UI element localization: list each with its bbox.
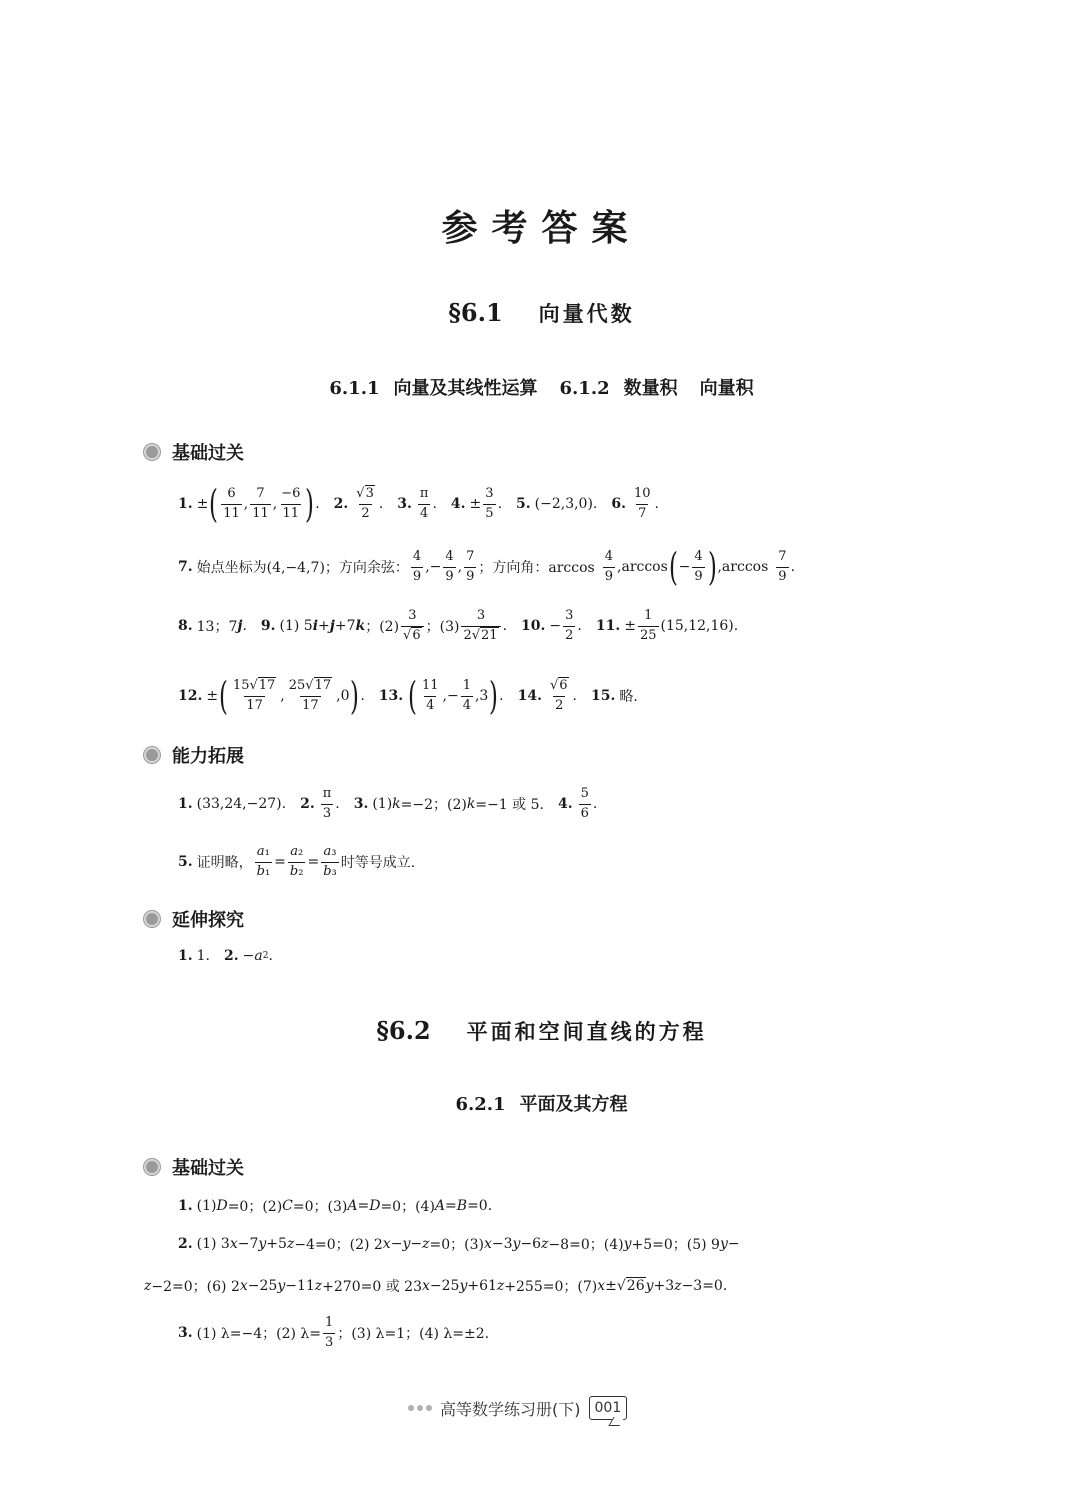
page-title: 参考答案 [441,208,642,249]
subsection-number: 6.2.1 [455,1094,506,1115]
bullet-icon [144,911,160,927]
subsection-name: 数量积 [623,378,678,399]
answer-line: 2. (1) 3 x −7 y +5 z −4=0；(2) 2 x − y − z =0；(3) x −3 y −6 z −8=0；(4) y +5=0；(5) 9 y − [178,1236,740,1253]
category-heading-basic: 基础过关 [144,1154,244,1180]
subsection-heading-6-1-1 [0,374,1083,400]
subsection-name: 向量积 [699,378,754,399]
page-footer [408,1396,627,1420]
answer-line: 3. (1) λ=−4；(2) λ= $\frac{1}{3}$ ；(3) λ=1；(4) λ=±2. [178,1315,490,1350]
section-name: 向量代数 [538,302,635,326]
section-heading-6-1 [0,298,1083,328]
category-heading-extend: 延伸探究 [144,906,244,932]
book-title: 高等数学练习册(下) [440,1399,581,1419]
category-heading-basic: 基础过关 [144,439,244,465]
bullet-icon [144,1159,160,1175]
bullet-icon [144,444,160,460]
answer-line: 1. ± ( $\frac{6}{11}$ , $\frac{7}{11}$ , $\frac{-6}{11}$ ) . 2. $\frac{√3}{2}$ . 3. $\frac{\pi}{4}$ . 4. ± $\frac{3}{5}$ . 5. (−2,3,0). 6. $\frac{10}{7}$ . [178,482,659,526]
page-number: 001 [589,1396,628,1420]
subsection-number: 6.1.1 [329,378,380,399]
subsection-heading-6-2-1 [0,1090,1083,1116]
section-name: 平面和空间直线的方程 [466,1020,707,1044]
answer-line: z −2=0；(6) 2 x −25 y −11 z +270=0 或 23 x −25 y +61 z +255=0；(7) x ±√ 26 y +3 z −3=0. [144,1278,728,1295]
answer-line: 5. 证明略， $\frac{\text{a₁}}{\text{b₁}}$ = $\frac{\text{a₂}}{\text{b₂}}$ = $\frac{\text{a₃}}{\text{b₃}}$ 时等号成立. [178,844,416,879]
subsection-name: 向量及其线性运算 [393,378,538,399]
answer-line: 1. (1) D =0；(2) C =0；(3) A = D =0；(4) A = B =0. [178,1198,493,1215]
subsection-number: 6.1.2 [559,378,610,399]
answer-line: 1. 1. 2. − a 2 . [178,948,273,964]
answer-line: 8. 13；7 j . 9. (1) 5 i + j +7 k ；(2) $\frac{3}{√6}$ ；(3) $\frac{3}{2√21}$ . 10. − $\frac{3}{2}$ . 11. ± $\frac{1}{25}$ (15,12,16). [178,608,739,643]
section-number: §6.1 [448,298,503,327]
subsection-name: 平面及其方程 [519,1094,628,1115]
section-number: §6.2 [376,1016,431,1045]
category-heading-ability: 能力拓展 [144,742,244,768]
answer-line: 12. ± ( $\frac{15√17}{17}$ , $\frac{25√17}{17}$ ,0 ) . 13. ( $\frac{11}{4}$ ,− $\frac{1}{4}$ ,3 ) . 14. $\frac{√6}{2}$ . 15. 略. [178,674,638,718]
dots-icon [408,1405,432,1411]
bullet-icon [144,747,160,763]
section-heading-6-2 [0,1016,1083,1046]
answer-line: 1. (33,24,−27). 2. $\frac{\pi}{3}$ . 3. (1) k =−2；(2) k =−1 或 5. 4. $\frac{5}{6}$ . [178,786,598,821]
answer-line: 7. 始点坐标为(4,−4,7)；方向余弦： $\frac{4}{9}$ ,− $\frac{4}{9}$ , $\frac{7}{9}$ ；方向角：arccos $\frac{4}{9}$ ,arccos ( − $\frac{4}{9}$ ) ,arccos $\frac{7}{9}$ . [178,545,796,589]
